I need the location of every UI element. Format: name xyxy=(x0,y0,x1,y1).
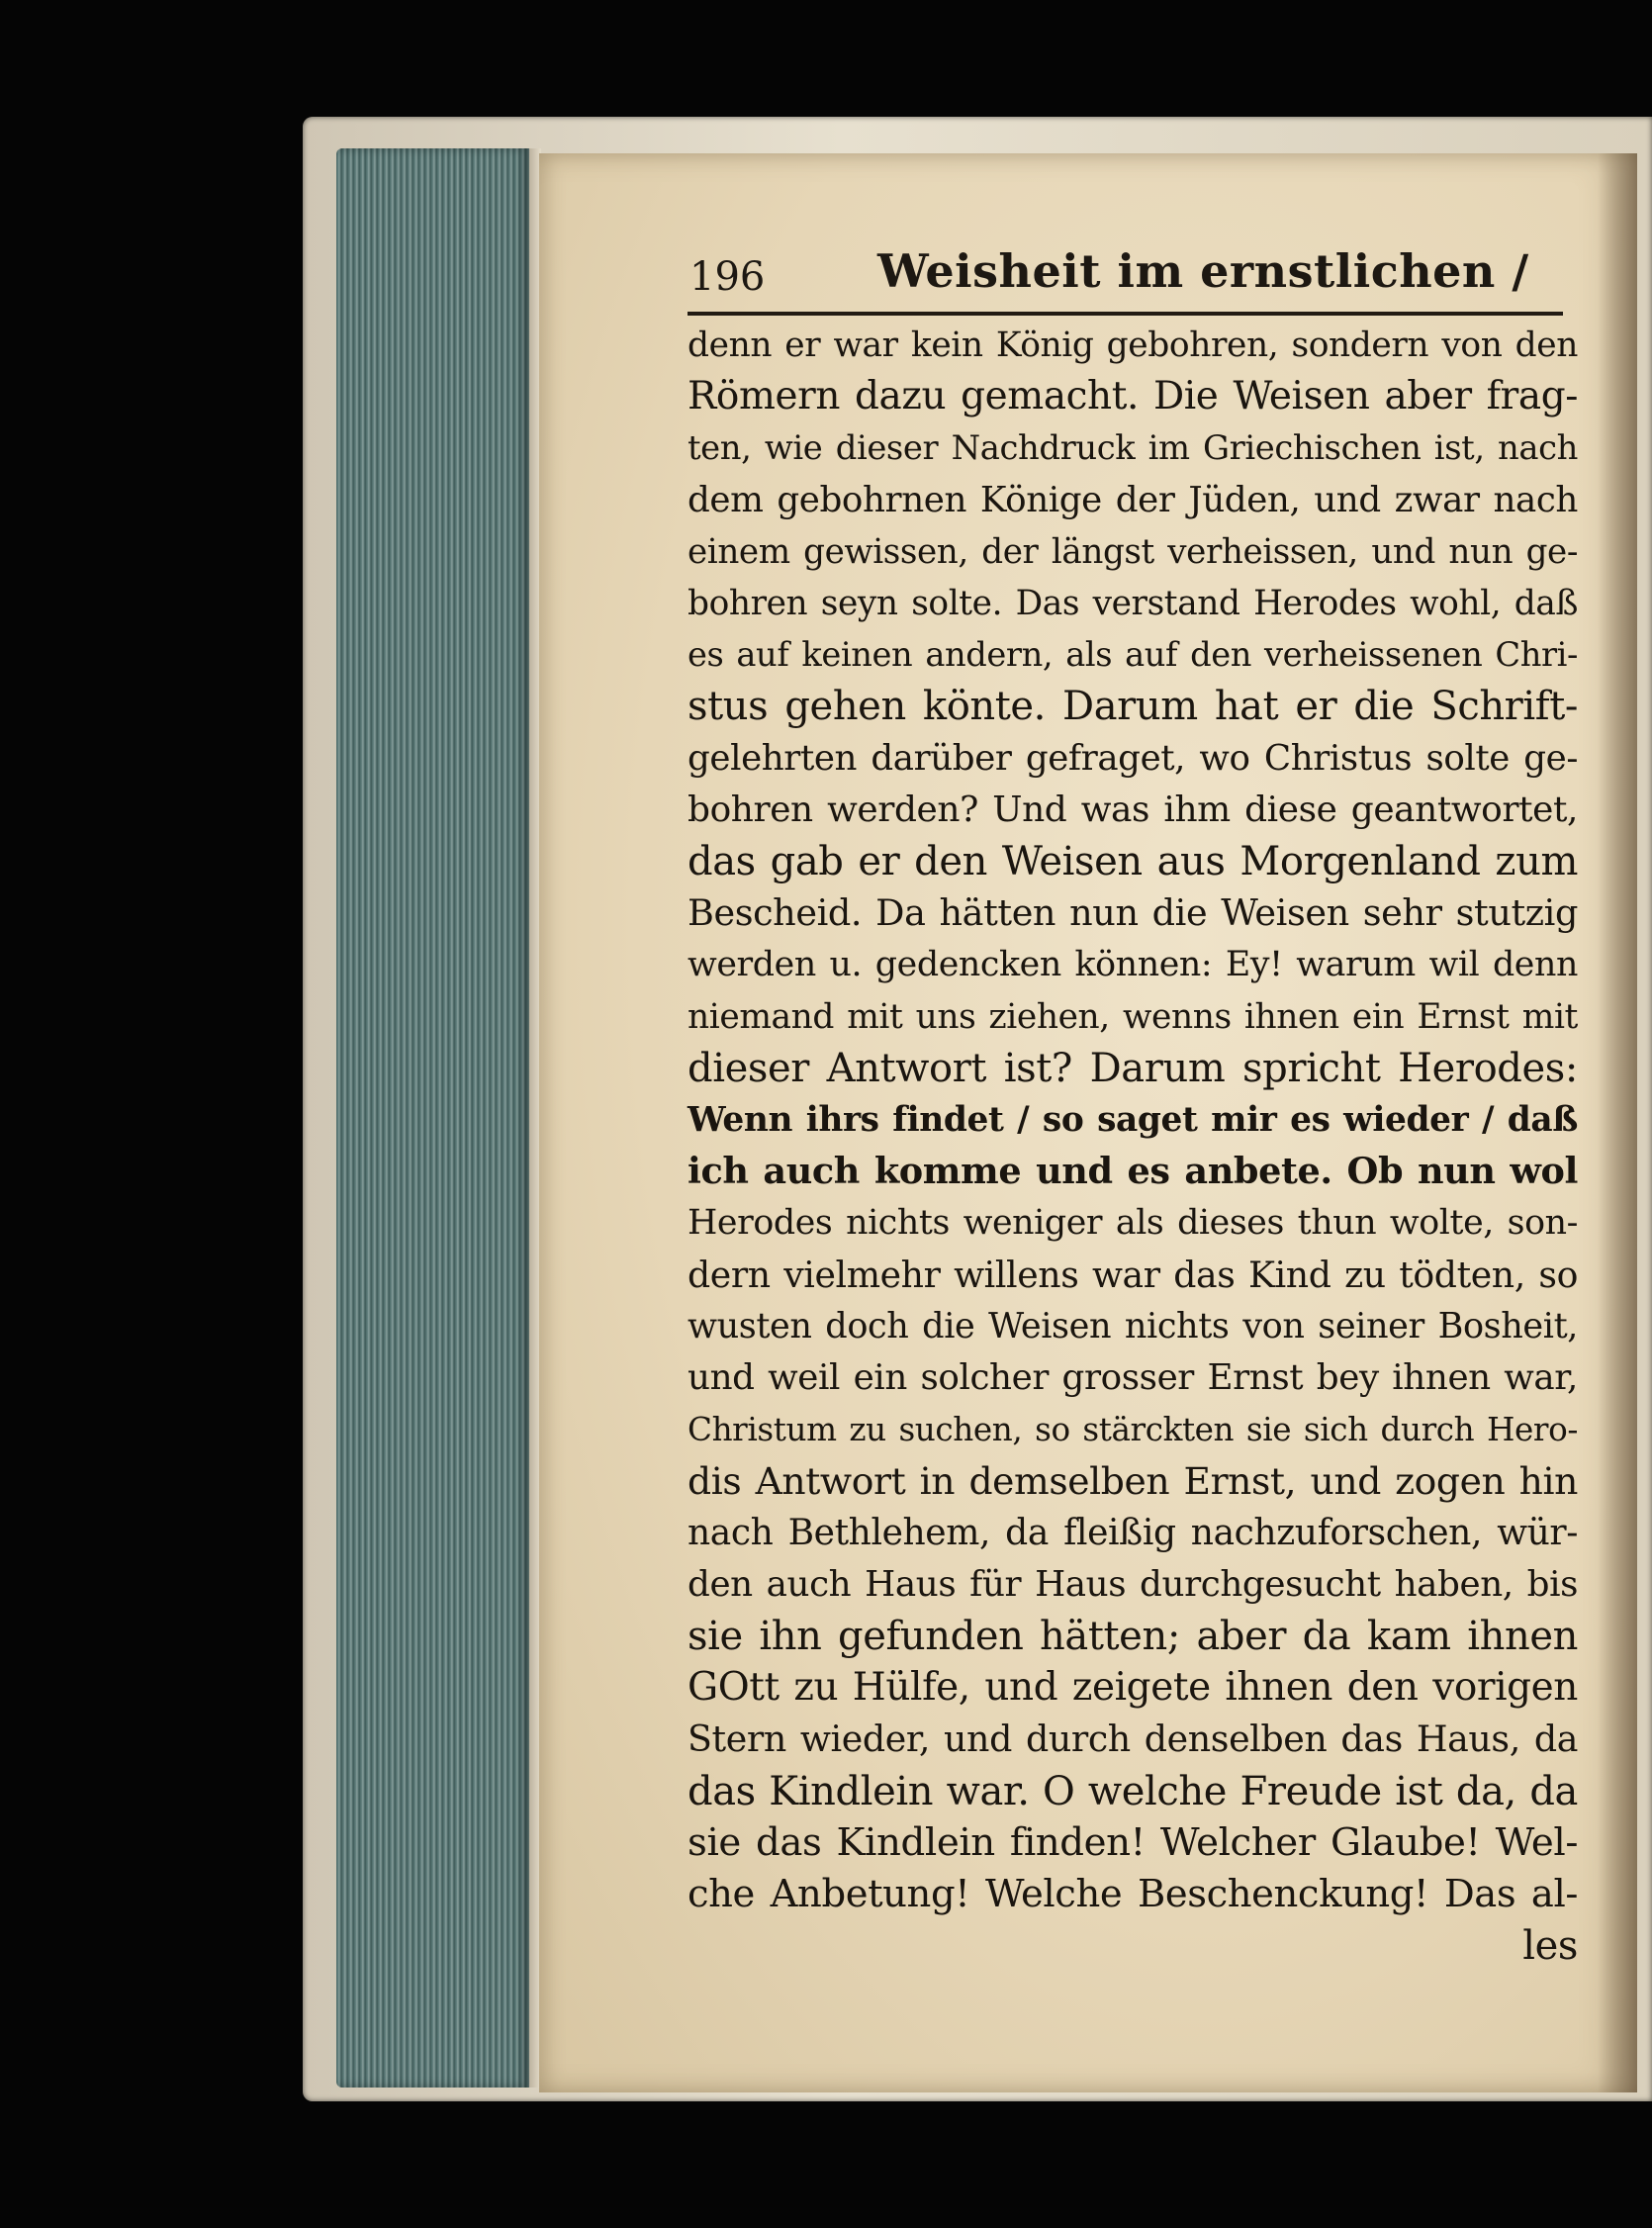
text-line: Herodes nichts weniger als dieses thun wolte, son- xyxy=(688,1203,1578,1244)
text-line: GOtt zu Hülfe, und zeigete ihnen den vorigen xyxy=(688,1665,1578,1711)
text-line: les xyxy=(1522,1923,1578,1970)
header-rule xyxy=(688,312,1563,316)
text-line: ich auch komme und es anbete. Ob nun wol xyxy=(688,1150,1578,1193)
gutter-shadow xyxy=(1598,153,1637,2092)
text-line: dern vielmehr willens war das Kind zu tödten, so xyxy=(688,1253,1578,1296)
text-line: das Kindlein war. O welche Freude ist da, da xyxy=(688,1768,1578,1814)
text-line: den auch Haus für Haus durchgesucht haben, bis xyxy=(688,1563,1578,1605)
text-line: bohren werden? Und was ihm diese geantwortet, xyxy=(688,789,1578,830)
body-text xyxy=(688,320,1578,1973)
text-line: stus gehen könte. Darum hat er die Schrift- xyxy=(688,684,1578,730)
text-line: es auf keinen andern, als auf den verheissenen Chri- xyxy=(688,635,1578,675)
page-edges xyxy=(336,148,529,2088)
text-line: nach Bethlehem, da fleißig nachzuforschen, wür- xyxy=(688,1512,1578,1553)
printed-page xyxy=(539,153,1637,2092)
text-line: denn er war kein König gebohren, sondern von den xyxy=(688,325,1578,365)
text-line: che Anbetung! Welche Beschenckung! Das al- xyxy=(688,1872,1578,1917)
text-line: sie ihn gefunden hätten; aber da kam ihnen xyxy=(688,1614,1578,1660)
text-line: Wenn ihrs findet / so saget mir es wieder / daß xyxy=(688,1100,1578,1141)
text-line: das gab er den Weisen aus Morgenland zum xyxy=(688,839,1578,885)
text-line: Stern wieder, und durch denselben das Haus, da xyxy=(688,1717,1578,1761)
page-number: 196 xyxy=(689,254,766,300)
text-line: Christum zu suchen, so stärckten sie sich durch Hero- xyxy=(688,1411,1578,1449)
text-line: dem gebohrnen Könige der Jüden, und zwar nach xyxy=(688,479,1578,520)
text-line: einem gewissen, der längst verheissen, und nun ge- xyxy=(688,531,1578,572)
text-line: werden u. gedencken können: Ey! warum wil denn xyxy=(688,945,1578,985)
text-line: ten, wie dieser Nachdruck im Griechischen ist, nach xyxy=(688,428,1578,468)
text-line: dis Antwort in demselben Ernst, und zogen hin xyxy=(688,1459,1578,1504)
text-line: wusten doch die Weisen nichts von seiner Bosheit, xyxy=(688,1305,1578,1346)
text-line: und weil ein solcher grosser Ernst bey ihnen war, xyxy=(688,1357,1578,1399)
text-line: sie das Kindlein finden! Welcher Glaube! Wel- xyxy=(688,1819,1578,1865)
text-line: Bescheid. Da hätten nun die Weisen sehr stutzig xyxy=(688,891,1578,935)
text-line: Römern dazu gemacht. Die Weisen aber frag- xyxy=(688,374,1578,419)
text-line: niemand mit uns ziehen, wenns ihnen ein Ernst mit xyxy=(688,996,1578,1037)
running-head: Weisheit im ernstlichen / xyxy=(877,244,1529,298)
text-line: dieser Antwort ist? Darum spricht Herodes: xyxy=(688,1045,1578,1091)
text-line: bohren seyn solte. Das verstand Herodes wohl, daß xyxy=(688,584,1578,624)
text-line: gelehrten darüber gefraget, wo Christus solte ge- xyxy=(688,737,1578,779)
page-header xyxy=(689,244,1560,304)
